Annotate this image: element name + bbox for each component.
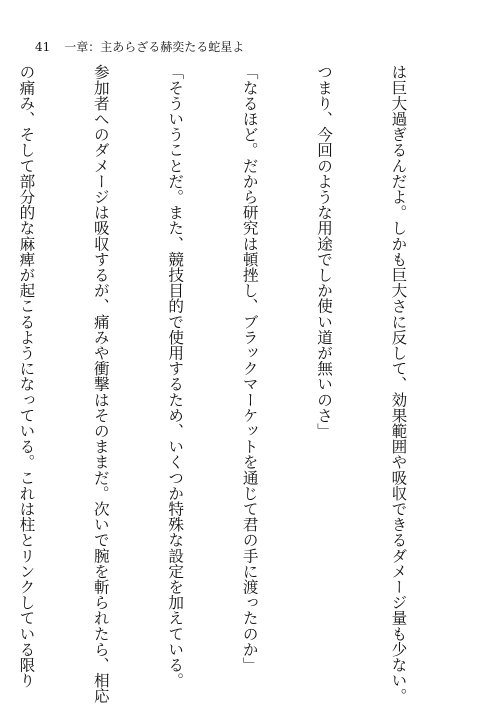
text-line-4: 「そういうことだ。また、競技目的で使用するため、いくつか特殊な設定を加えている。 <box>166 64 185 688</box>
text-line-6: の痛み、そして部分的な麻痺が起こるようになっている。これは柱とリンクしている限り <box>17 64 36 688</box>
text-line-3: 「なるほど。だから研究は頓挫し、ブラックマーケットを通じて君の手に渡ったのか」 <box>240 64 259 673</box>
running-title: 一章：主あらざる赫奕たる蛇星よ <box>64 40 245 54</box>
text-line-2: つまり、今回のような用途でしか使い道が無いのさ」 <box>315 64 334 439</box>
text-line-5: 参加者へのダメージは吸収するが、痛みや衝撃はそのままだ。次いで腕を斬られたら、相応 <box>91 64 110 704</box>
page-number: 41 <box>35 40 51 54</box>
page-header <box>35 40 244 54</box>
vertical-body-text <box>0 64 460 704</box>
text-line-1: は巨大過ぎるんだよ。しかも巨大さに反して、効果範囲や吸収できるダメージ量も少ない。 <box>389 64 408 704</box>
